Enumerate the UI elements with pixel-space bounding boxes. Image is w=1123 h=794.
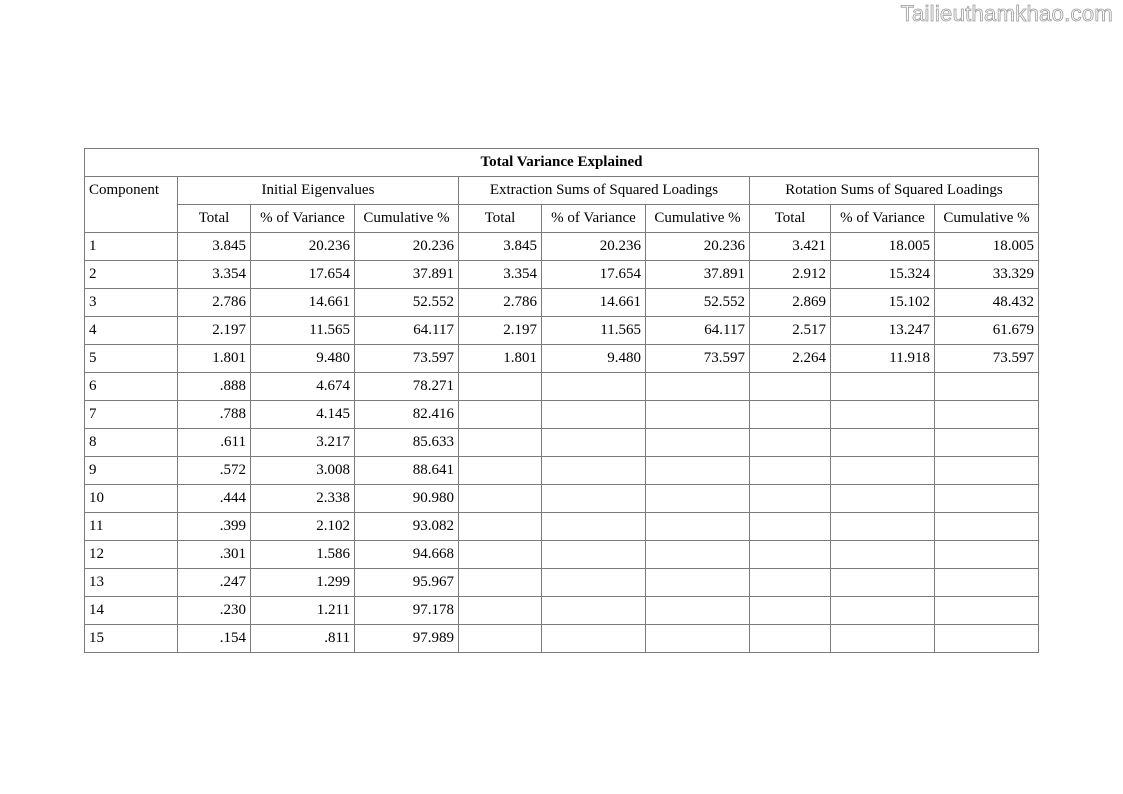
subheader-extraction-cumulative: Cumulative %	[646, 205, 750, 233]
cell-extraction-variance: 11.565	[542, 317, 646, 345]
cell-component-number: 1	[85, 233, 178, 261]
subheader-initial-cumulative: Cumulative %	[355, 205, 459, 233]
cell-initial-total: .444	[178, 485, 251, 513]
cell-component-number: 2	[85, 261, 178, 289]
cell-extraction-cumulative	[646, 401, 750, 429]
cell-rotation-total	[750, 373, 831, 401]
cell-extraction-total	[459, 429, 542, 457]
subheader-extraction-total: Total	[459, 205, 542, 233]
cell-extraction-total: 2.197	[459, 317, 542, 345]
table-row	[85, 261, 1039, 289]
cell-extraction-total: 1.801	[459, 345, 542, 373]
cell-component-number: 7	[85, 401, 178, 429]
cell-rotation-cumulative	[935, 625, 1039, 653]
cell-rotation-cumulative	[935, 569, 1039, 597]
cell-rotation-variance	[831, 457, 935, 485]
cell-initial-variance: 1.586	[251, 541, 355, 569]
cell-initial-cumulative: 93.082	[355, 513, 459, 541]
cell-initial-cumulative: 64.117	[355, 317, 459, 345]
cell-rotation-cumulative: 33.329	[935, 261, 1039, 289]
table-row	[85, 317, 1039, 345]
cell-extraction-variance	[542, 457, 646, 485]
cell-extraction-total	[459, 373, 542, 401]
cell-initial-total: 2.786	[178, 289, 251, 317]
cell-rotation-variance	[831, 625, 935, 653]
cell-rotation-variance	[831, 513, 935, 541]
subheader-initial-total: Total	[178, 205, 251, 233]
cell-extraction-variance	[542, 541, 646, 569]
cell-component-number: 12	[85, 541, 178, 569]
table-row	[85, 457, 1039, 485]
cell-initial-total: .154	[178, 625, 251, 653]
cell-rotation-variance: 15.102	[831, 289, 935, 317]
cell-extraction-variance	[542, 429, 646, 457]
cell-component-number: 3	[85, 289, 178, 317]
cell-initial-total: .247	[178, 569, 251, 597]
cell-rotation-cumulative: 61.679	[935, 317, 1039, 345]
subheader-row	[85, 205, 1039, 233]
cell-initial-total: 2.197	[178, 317, 251, 345]
cell-extraction-total: 3.845	[459, 233, 542, 261]
cell-rotation-cumulative	[935, 513, 1039, 541]
cell-initial-total: .572	[178, 457, 251, 485]
cell-extraction-total	[459, 625, 542, 653]
cell-component-number: 13	[85, 569, 178, 597]
cell-initial-total: .230	[178, 597, 251, 625]
cell-initial-cumulative: 78.271	[355, 373, 459, 401]
cell-rotation-total	[750, 625, 831, 653]
table-row	[85, 289, 1039, 317]
cell-rotation-cumulative	[935, 429, 1039, 457]
cell-rotation-variance: 15.324	[831, 261, 935, 289]
cell-component-number: 8	[85, 429, 178, 457]
cell-rotation-cumulative: 73.597	[935, 345, 1039, 373]
table-row	[85, 401, 1039, 429]
cell-extraction-cumulative	[646, 429, 750, 457]
group-header-extraction-sums: Extraction Sums of Squared Loadings	[459, 177, 750, 205]
cell-initial-total: .788	[178, 401, 251, 429]
cell-rotation-cumulative	[935, 373, 1039, 401]
cell-rotation-variance: 18.005	[831, 233, 935, 261]
cell-extraction-total	[459, 485, 542, 513]
cell-rotation-total: 2.264	[750, 345, 831, 373]
cell-rotation-variance	[831, 429, 935, 457]
group-header-initial-eigenvalues: Initial Eigenvalues	[178, 177, 459, 205]
cell-component-number: 9	[85, 457, 178, 485]
cell-rotation-variance	[831, 597, 935, 625]
cell-extraction-variance	[542, 485, 646, 513]
cell-extraction-variance: 20.236	[542, 233, 646, 261]
cell-initial-cumulative: 82.416	[355, 401, 459, 429]
cell-extraction-total	[459, 513, 542, 541]
cell-extraction-cumulative	[646, 457, 750, 485]
cell-rotation-cumulative	[935, 541, 1039, 569]
cell-rotation-total	[750, 457, 831, 485]
cell-initial-cumulative: 52.552	[355, 289, 459, 317]
cell-initial-cumulative: 94.668	[355, 541, 459, 569]
cell-rotation-cumulative	[935, 457, 1039, 485]
cell-initial-variance: 3.008	[251, 457, 355, 485]
cell-extraction-total	[459, 457, 542, 485]
cell-initial-variance: 2.338	[251, 485, 355, 513]
cell-extraction-variance	[542, 513, 646, 541]
cell-rotation-variance	[831, 401, 935, 429]
cell-rotation-cumulative	[935, 401, 1039, 429]
subheader-rotation-total: Total	[750, 205, 831, 233]
cell-rotation-total: 3.421	[750, 233, 831, 261]
table-title: Total Variance Explained	[85, 149, 1039, 177]
cell-rotation-cumulative: 18.005	[935, 233, 1039, 261]
cell-extraction-total: 2.786	[459, 289, 542, 317]
cell-initial-variance: 3.217	[251, 429, 355, 457]
table-row	[85, 373, 1039, 401]
cell-initial-total: .888	[178, 373, 251, 401]
cell-rotation-total	[750, 597, 831, 625]
cell-rotation-total: 2.869	[750, 289, 831, 317]
cell-rotation-total	[750, 541, 831, 569]
cell-component-number: 5	[85, 345, 178, 373]
cell-rotation-cumulative	[935, 485, 1039, 513]
table-row	[85, 345, 1039, 373]
cell-rotation-total	[750, 485, 831, 513]
cell-extraction-variance	[542, 401, 646, 429]
cell-extraction-cumulative: 20.236	[646, 233, 750, 261]
cell-initial-variance: 9.480	[251, 345, 355, 373]
subheader-initial-variance: % of Variance	[251, 205, 355, 233]
table-row	[85, 569, 1039, 597]
cell-initial-total: 3.845	[178, 233, 251, 261]
cell-initial-variance: 14.661	[251, 289, 355, 317]
cell-initial-variance: 17.654	[251, 261, 355, 289]
table-row	[85, 429, 1039, 457]
cell-initial-variance: 1.299	[251, 569, 355, 597]
cell-rotation-variance: 13.247	[831, 317, 935, 345]
table-row	[85, 541, 1039, 569]
cell-initial-variance: 11.565	[251, 317, 355, 345]
total-variance-table	[84, 148, 1039, 653]
cell-component-number: 4	[85, 317, 178, 345]
cell-rotation-total	[750, 569, 831, 597]
cell-initial-cumulative: 88.641	[355, 457, 459, 485]
cell-component-number: 14	[85, 597, 178, 625]
table-row	[85, 625, 1039, 653]
cell-initial-cumulative: 85.633	[355, 429, 459, 457]
cell-initial-total: .301	[178, 541, 251, 569]
cell-rotation-total	[750, 513, 831, 541]
cell-extraction-total	[459, 401, 542, 429]
cell-component-number: 6	[85, 373, 178, 401]
cell-rotation-variance: 11.918	[831, 345, 935, 373]
cell-component-number: 15	[85, 625, 178, 653]
cell-initial-cumulative: 97.989	[355, 625, 459, 653]
cell-rotation-cumulative	[935, 597, 1039, 625]
cell-initial-total: 3.354	[178, 261, 251, 289]
cell-component-number: 11	[85, 513, 178, 541]
cell-extraction-variance	[542, 597, 646, 625]
cell-initial-variance: 4.674	[251, 373, 355, 401]
cell-extraction-cumulative: 64.117	[646, 317, 750, 345]
cell-extraction-total	[459, 597, 542, 625]
cell-initial-cumulative: 37.891	[355, 261, 459, 289]
cell-rotation-variance	[831, 569, 935, 597]
cell-rotation-total	[750, 401, 831, 429]
cell-extraction-cumulative	[646, 625, 750, 653]
cell-extraction-variance	[542, 625, 646, 653]
component-header: Component	[85, 177, 178, 233]
cell-initial-cumulative: 95.967	[355, 569, 459, 597]
cell-extraction-total	[459, 569, 542, 597]
cell-rotation-variance	[831, 541, 935, 569]
subheader-rotation-variance: % of Variance	[831, 205, 935, 233]
cell-extraction-variance	[542, 373, 646, 401]
cell-initial-variance: 4.145	[251, 401, 355, 429]
table-row	[85, 513, 1039, 541]
cell-initial-variance: 20.236	[251, 233, 355, 261]
cell-extraction-variance: 14.661	[542, 289, 646, 317]
cell-rotation-variance	[831, 485, 935, 513]
table-row	[85, 597, 1039, 625]
subheader-extraction-variance: % of Variance	[542, 205, 646, 233]
cell-rotation-variance	[831, 373, 935, 401]
cell-initial-total: .611	[178, 429, 251, 457]
cell-extraction-variance	[542, 569, 646, 597]
cell-initial-cumulative: 90.980	[355, 485, 459, 513]
cell-extraction-variance: 9.480	[542, 345, 646, 373]
cell-rotation-total	[750, 429, 831, 457]
cell-initial-variance: .811	[251, 625, 355, 653]
cell-initial-variance: 2.102	[251, 513, 355, 541]
cell-extraction-cumulative	[646, 513, 750, 541]
cell-initial-variance: 1.211	[251, 597, 355, 625]
cell-extraction-cumulative	[646, 373, 750, 401]
cell-extraction-cumulative	[646, 597, 750, 625]
table-row	[85, 233, 1039, 261]
cell-initial-total: .399	[178, 513, 251, 541]
cell-extraction-variance: 17.654	[542, 261, 646, 289]
cell-extraction-cumulative: 73.597	[646, 345, 750, 373]
title-row	[85, 149, 1039, 177]
table-row	[85, 485, 1039, 513]
cell-rotation-total: 2.912	[750, 261, 831, 289]
cell-extraction-cumulative	[646, 569, 750, 597]
cell-extraction-cumulative: 52.552	[646, 289, 750, 317]
watermark: Tailieuthamkhao.com	[900, 1, 1113, 26]
cell-component-number: 10	[85, 485, 178, 513]
cell-rotation-total: 2.517	[750, 317, 831, 345]
cell-extraction-cumulative: 37.891	[646, 261, 750, 289]
cell-extraction-total	[459, 541, 542, 569]
cell-rotation-cumulative: 48.432	[935, 289, 1039, 317]
group-header-row	[85, 177, 1039, 205]
group-header-rotation-sums: Rotation Sums of Squared Loadings	[750, 177, 1039, 205]
cell-initial-total: 1.801	[178, 345, 251, 373]
cell-initial-cumulative: 97.178	[355, 597, 459, 625]
cell-extraction-total: 3.354	[459, 261, 542, 289]
cell-initial-cumulative: 20.236	[355, 233, 459, 261]
cell-extraction-cumulative	[646, 541, 750, 569]
subheader-rotation-cumulative: Cumulative %	[935, 205, 1039, 233]
cell-initial-cumulative: 73.597	[355, 345, 459, 373]
cell-extraction-cumulative	[646, 485, 750, 513]
